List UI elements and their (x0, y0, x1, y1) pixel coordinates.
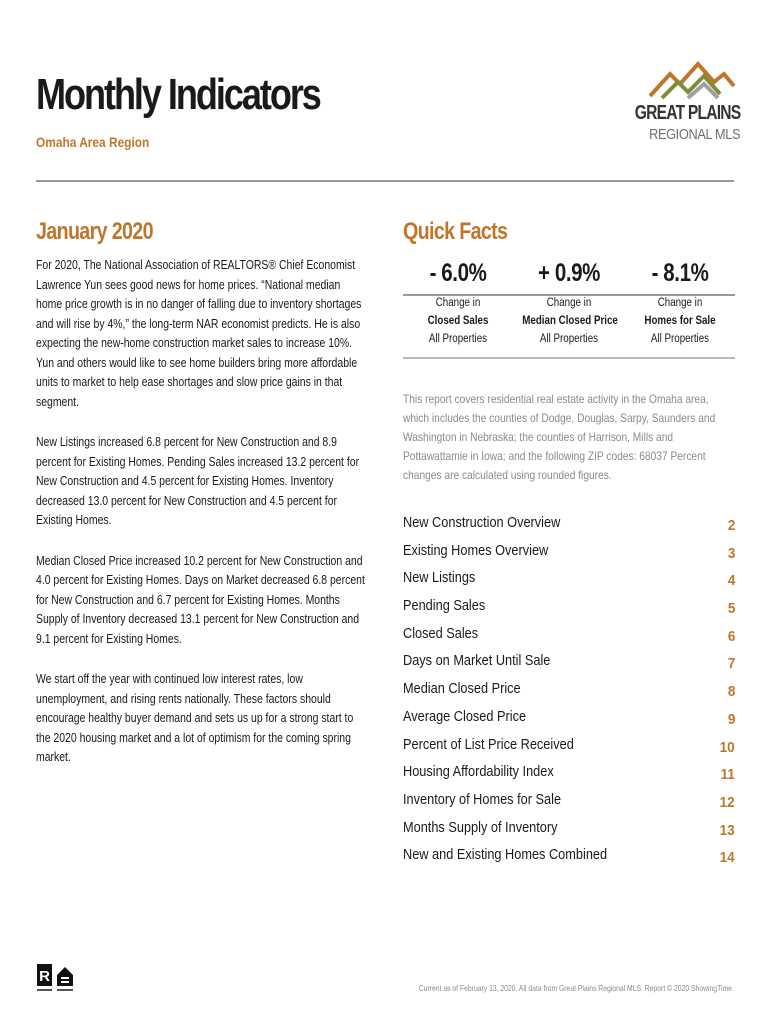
footer-logos (36, 963, 76, 997)
toc-page-number: 7 (727, 655, 735, 673)
toc-label: Closed Sales (403, 624, 479, 642)
toc-page-number: 2 (727, 517, 735, 534)
fact-line: Change in (657, 297, 703, 309)
toc-item[interactable] (403, 514, 735, 542)
toc-item[interactable] (403, 791, 735, 819)
toc-item[interactable] (403, 542, 735, 570)
toc-page-number: 13 (719, 821, 735, 839)
fact-metric: Median Closed Price (522, 315, 618, 327)
facts-divider (403, 357, 735, 359)
fact-scope: All Properties (539, 333, 599, 345)
toc-label: Housing Affordability Index (403, 763, 554, 781)
page-subtitle: Omaha Area Region (36, 134, 150, 150)
fact-scope: All Properties (650, 333, 710, 345)
fact-closed-sales (403, 258, 513, 348)
page-title: Monthly Indicators (36, 70, 320, 119)
toc-item[interactable] (403, 763, 735, 791)
summary-paragraph: New Listings increased 6.8 percent for New Construction and 8.9 percent for Existing Homes. Pending Sales increased 13.2 percent for New Construction and 4.5 percent for Existing Homes. Inventory decreased 13.0 percent for New Construction and 4.5 percent for Existing Homes. (36, 435, 360, 527)
toc-item[interactable] (403, 846, 735, 874)
realtor-r-icon (37, 964, 52, 991)
summary-paragraph: Median Closed Price increased 10.2 percent for New Construction and 4.0 percent for Existing Homes. Days on Market decreased 6.8 percent for New Construction and 6.7 percent for Existing Homes. Months Supply of Inventory decreased 13.1 percent for New Construction and 9.1 percent for Existing Homes. (36, 553, 365, 646)
toc-page-number: 10 (719, 738, 735, 756)
toc-page-number: 4 (727, 572, 735, 590)
toc-item[interactable] (403, 708, 735, 736)
table-of-contents (403, 514, 735, 874)
toc-page-number: 9 (727, 710, 735, 728)
toc-label: Average Closed Price (403, 707, 527, 725)
toc-page-number: 14 (719, 849, 735, 867)
fact-line: Change in (546, 297, 592, 309)
toc-label: Inventory of Homes for Sale (403, 790, 562, 808)
summary-text (36, 256, 368, 789)
toc-label: Median Closed Price (403, 680, 521, 698)
toc-label: New Construction Overview (403, 514, 561, 531)
toc-label: New and Existing Homes Combined (403, 846, 608, 864)
fact-median-closed-price (514, 258, 624, 348)
fact-homes-for-sale (625, 258, 735, 348)
quick-facts-heading: Quick Facts (403, 218, 508, 245)
toc-item[interactable] (403, 736, 735, 764)
toc-label: Days on Market Until Sale (403, 652, 551, 670)
great-plains-logo (634, 60, 740, 152)
logo-text-secondary: REGIONAL MLS (648, 126, 740, 143)
toc-page-number: 11 (720, 766, 735, 784)
summary-paragraph: For 2020, The National Association of REALTORS® Chief Economist Lawrence Yun sees good news for home prices. “National median home price growth is in no danger of falling due to inventory shortages and will rise by 4%,” the long-term NAR economist predicts. He is also expecting the new-home construction market sales to increase 10%. Yun and others would like to see home builders bring more affordable units to market to help ease shortages and slow price gains in that segment. (36, 258, 362, 409)
toc-item[interactable] (403, 569, 735, 597)
facts-divider (403, 294, 735, 296)
svg-text:R: R (39, 968, 50, 985)
toc-page-number: 6 (727, 627, 735, 645)
toc-item[interactable] (403, 819, 735, 847)
mountains-logo-icon (648, 60, 736, 100)
fact-scope: All Properties (428, 333, 488, 345)
report-coverage-note: This report covers residential real estate activity in the Omaha area, which includes the counties of Dodge, Douglas, Sarpy, Saunders and Washington in Nebraska; the counties of Harrison, Mills and Pottawattamie in Iowa; and the following ZIP codes: 68037 Percent changes are calculated using rounded figures. (403, 392, 716, 482)
toc-item[interactable] (403, 652, 735, 680)
report-period: January 2020 (36, 218, 153, 245)
equal-housing-icon (57, 967, 73, 991)
toc-page-number: 5 (727, 600, 735, 618)
fact-value: - 8.1% (651, 259, 709, 287)
toc-label: Existing Homes Overview (403, 541, 549, 559)
toc-item[interactable] (403, 680, 735, 708)
fact-value: + 0.9% (538, 259, 600, 287)
toc-label: Pending Sales (403, 597, 486, 615)
toc-label: New Listings (403, 569, 476, 587)
toc-page-number: 3 (727, 544, 735, 562)
fact-metric: Homes for Sale (644, 315, 716, 327)
toc-label: Months Supply of Inventory (403, 818, 558, 836)
toc-item[interactable] (403, 597, 735, 625)
logo-text-primary: GREAT PLAINS (634, 102, 740, 124)
fact-line: Change in (435, 297, 481, 309)
header-divider (36, 180, 734, 182)
summary-paragraph: We start off the year with continued low interest rates, low unemployment, and rising rents nationally. These factors should encourage healthy buyer demand and sets us up for a strong start to the 2020 housing market and a lot of optimism for the coming spring market. (36, 672, 354, 764)
toc-page-number: 12 (719, 793, 735, 811)
toc-item[interactable] (403, 625, 735, 653)
footer-note: Current as of February 13, 2020. All data from Great Plains Regional MLS. Report © 2020 ShowingTime. (418, 983, 734, 993)
toc-label: Percent of List Price Received (403, 735, 574, 753)
fact-metric: Closed Sales (427, 315, 489, 327)
toc-page-number: 8 (727, 683, 735, 701)
fact-value: - 6.0% (429, 259, 487, 287)
